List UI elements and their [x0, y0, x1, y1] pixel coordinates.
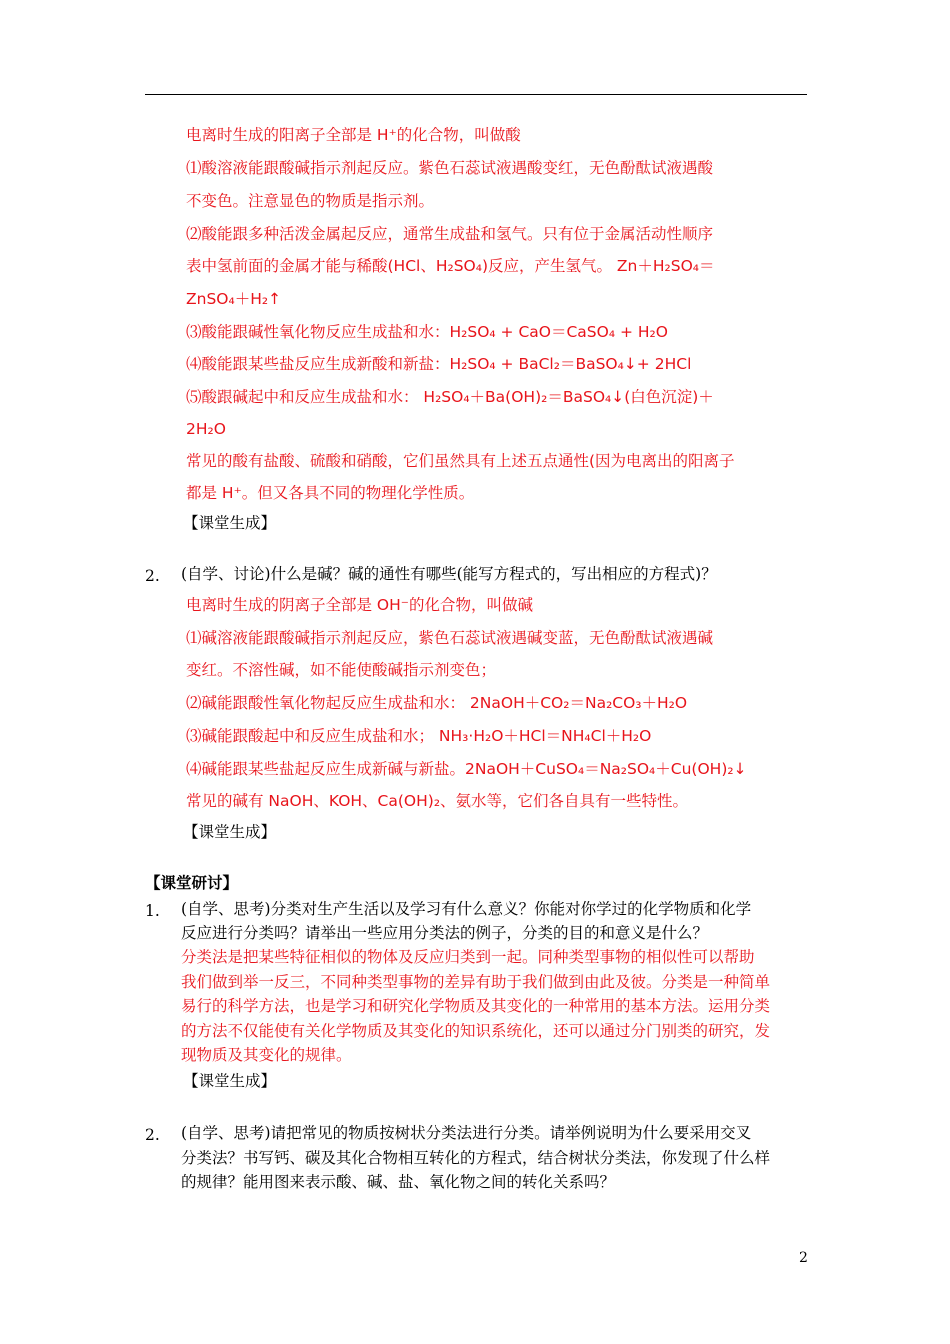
- question-number: 1.: [145, 902, 160, 920]
- acid-line: ⑴酸溶液能跟酸碱指示剂起反应。紫色石蕊试液遇酸变红，无色酚酞试液遇酸: [186, 159, 714, 177]
- acid-line: 2H₂O: [186, 420, 226, 438]
- class-generation-label: 【课堂生成】: [183, 514, 277, 532]
- header-rule: [145, 94, 807, 95]
- answer-line: 我们做到举一反三，不同种类型事物的差异有助于我们做到由此及彼。分类是一种简单: [181, 973, 771, 991]
- acid-line: ⑷酸能跟某些盐反应生成新酸和新盐：H₂SO₄ + BaCl₂＝BaSO₄↓+ 2HCl: [186, 355, 692, 373]
- acid-line: ⑸酸跟碱起中和反应生成盐和水： H₂SO₄＋Ba(OH)₂＝BaSO₄↓(白色沉淀)＋: [186, 388, 714, 406]
- question-number: 2.: [145, 567, 160, 585]
- base-line: 常见的碱有 NaOH、KOH、Ca(OH)₂、氨水等，它们各自具有一些特性。: [186, 792, 689, 810]
- base-line: ⑵碱能跟酸性氧化物起反应生成盐和水： 2NaOH＋CO₂＝Na₂CO₃＋H₂O: [186, 694, 688, 712]
- question-text: 分类法？书写钙、碳及其化合物相互转化的方程式，结合树状分类法，你发现了什么样: [181, 1149, 771, 1167]
- acid-line: 电离时生成的阳离子全部是 H⁺的化合物，叫做酸: [186, 126, 521, 144]
- question-text: (自学、讨论)什么是碱？碱的通性有哪些(能写方程式的，写出相应的方程式)？: [181, 565, 717, 583]
- acid-line: ⑶酸能跟碱性氧化物反应生成盐和水：H₂SO₄ + CaO＝CaSO₄ + H₂O: [186, 323, 668, 341]
- question-text: (自学、思考)分类对生产生活以及学习有什么意义？你能对你学过的化学物质和化学: [181, 900, 752, 918]
- base-line: ⑷碱能跟某些盐起反应生成新碱与新盐。2NaOH＋CuSO₄＝Na₂SO₄＋Cu(OH)₂↓: [186, 760, 747, 778]
- question-text: (自学、思考)请把常见的物质按树状分类法进行分类。请举例说明为什么要采用交叉: [181, 1124, 752, 1142]
- question-number: 2.: [145, 1126, 160, 1144]
- acid-line: ZnSO₄＋H₂↑: [186, 290, 282, 308]
- answer-line: 现物质及其变化的规律。: [181, 1046, 352, 1064]
- base-line: ⑴碱溶液能跟酸碱指示剂起反应，紫色石蕊试液遇碱变蓝，无色酚酞试液遇碱: [186, 629, 714, 647]
- acid-line: 表中氢前面的金属才能与稀酸(HCl、H₂SO₄)反应，产生氢气。 Zn＋H₂SO₄＝: [186, 257, 715, 275]
- section-title: 【课堂研讨】: [145, 873, 239, 892]
- answer-line: 的方法不仅能使有关化学物质及其变化的知识系统化，还可以通过分门别类的研究，发: [181, 1022, 771, 1040]
- answer-line: 易行的科学方法，也是学习和研究化学物质及其变化的一种常用的基本方法。运用分类: [181, 997, 771, 1015]
- acid-line: ⑵酸能跟多种活泼金属起反应，通常生成盐和氢气。只有位于金属活动性顺序: [186, 225, 714, 243]
- question-text: 反应进行分类吗？请举出一些应用分类法的例子，分类的目的和意义是什么？: [181, 924, 709, 942]
- question-text: 的规律？能用图来表示酸、碱、盐、氧化物之间的转化关系吗？: [181, 1173, 616, 1191]
- acid-line: 不变色。注意显色的物质是指示剂。: [186, 192, 435, 210]
- base-line: 电离时生成的阴离子全部是 OH⁻的化合物，叫做碱: [186, 596, 533, 614]
- class-generation-label: 【课堂生成】: [183, 1072, 277, 1090]
- base-line: ⑶碱能跟酸起中和反应生成盐和水； NH₃·H₂O＋HCl＝NH₄Cl＋H₂O: [186, 727, 652, 745]
- answer-line: 分类法是把某些特征相似的物体及反应归类到一起。同种类型事物的相似性可以帮助: [181, 948, 755, 966]
- acid-line: 常见的酸有盐酸、硫酸和硝酸，它们虽然具有上述五点通性(因为电离出的阳离子: [186, 452, 735, 470]
- base-line: 变红。不溶性碱，如不能使酸碱指示剂变色；: [186, 661, 497, 679]
- class-generation-label: 【课堂生成】: [183, 823, 277, 841]
- page-number: 2: [799, 1250, 808, 1266]
- acid-line: 都是 H⁺。但又各具不同的物理化学性质。: [186, 484, 475, 502]
